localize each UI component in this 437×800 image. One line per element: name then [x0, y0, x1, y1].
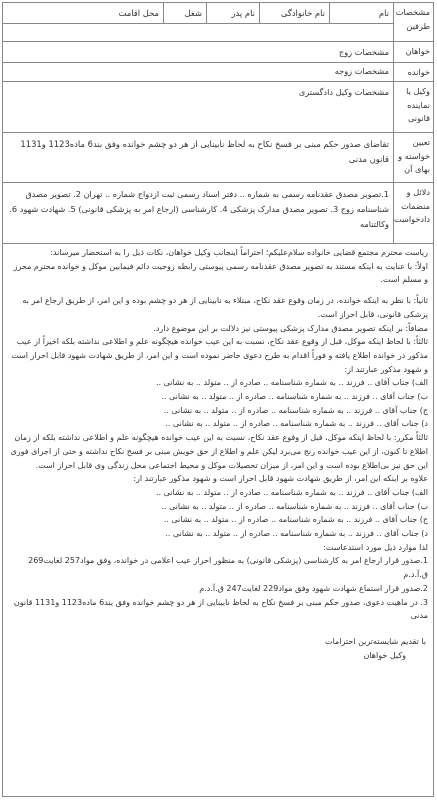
- parties-label: مشخصات طرفین: [393, 3, 433, 41]
- witness-item: الف) جناب آقای .. فرزند .. به شماره شناسنامه .. صادره از .. متولد .. به نشانی ..: [155, 487, 428, 497]
- lawyer-value: مشخصات وکیل دادگستری: [298, 87, 389, 97]
- parties-header-row: [3, 3, 433, 42]
- request-item: 1.صدور قرار ارجاع امر به کارشناسی (پزشکی قانونی) به منظور احراز عیب اعلامی در خوانده، وفق مواد257 لغایت269 ق.آ.د.م: [28, 556, 428, 580]
- col-father: نام پدر: [206, 3, 259, 23]
- point-additionally: مضافاً: بر اینکه تصویر مصدق مدارک پزشکی پیوستی نیز دلالت بر این موضوع دارد.: [153, 323, 428, 333]
- evidence-label: دلائل و منضمات دادخواست: [393, 183, 433, 243]
- evidence-row: [3, 183, 433, 244]
- request-item: 2.صدور قرار استماع شهادت شهود وفق مواد229 لغایت247 ق.آ.د.م: [199, 583, 428, 593]
- witness-item: د) جناب آقای .. فرزند .. به شماره شناسنامه .. صادره از .. متولد .. به نشانی ..: [165, 529, 428, 539]
- claim-label: تعیین خواسته و بهای آن: [393, 133, 433, 182]
- witness-item: الف) جناب آقای .. فرزند .. به شماره شناسنامه .. صادره از .. متولد .. به نشانی ..: [155, 378, 428, 388]
- point-second: ثانیاً: با نظر به اینکه خوانده، در زمان وقوع عقد نکاح، مبتلاء به نابینایی از هر دو چشم بوده و این امر، از طریق ارجاع امر به پزشکی قانونی، قابل احراز است.: [22, 296, 428, 319]
- witness-intro: علاوه بر اینکه این امر، از طریق شهادت شهود قابل احراز است و شهود مذکور عبارتند از:: [133, 474, 428, 484]
- point-third-repeat: ثالثاً مکرر: با لحاظ اینکه موکل، قبل از وقوع عقد نکاح، نسبت به این عیب خوانده هیچگونه علم و اطلاعی نداشته بلکه از زمان اطلاع تا کنون، از این عیب خوانده رنج می‌برد لیکن علم و اطلاع از حق خویش مبنی بر فسخ نکاح نداشته و حتی از اجرای فوری این حق نیز بی‌اطلاع بوده است و این امر، از میزان تحصیلات موکل و محیط اجتماعی محل زندگی وی قابل احراز است.: [10, 433, 428, 470]
- signature-line: وکیل خواهان: [363, 650, 406, 660]
- requests-intro: لذا موارد ذیل مورد استدعاست:: [323, 542, 428, 552]
- col-address: محل اقامت: [118, 8, 159, 18]
- petition-body: [3, 244, 433, 796]
- salutation: ریاست محترم مجتمع قضایی خانواده سلام‌علیکم؛ احتراماً اینجانب وکیل خواهان، نکات ذیل را به استحضار میرساند:: [50, 248, 428, 257]
- col-family: نام خانوادگی: [259, 3, 329, 23]
- header-divider: [3, 23, 393, 24]
- closing-line: با تقدیم شایسته‌ترین احترامات: [325, 636, 426, 646]
- witness-item: ج) جناب آقای .. فرزند .. به شماره شناسنامه .. صادره از .. متولد .. به نشانی ..: [163, 405, 428, 415]
- lawyer-row: [3, 82, 433, 133]
- point-first: اولاً: با عنایت به اینکه مستند به تصویر مصدق عقدنامه رسمی پیوستی رابطه زوجیت دائم فیمابین موکل و خوانده محترم محرز و مسلم است.: [13, 261, 428, 285]
- witness-item: د) جناب آقای .. فرزند .. به شماره شناسنامه .. صادره از .. متولد .. به نشانی ..: [165, 419, 428, 429]
- col-name: نام: [329, 3, 393, 23]
- request-item: 3. در ماهیت دعوی، صدور حکم مبنی بر فسخ نکاح به لحاظ نابینایی از هر دو چشم خوانده وفق بند6 ماده1123 و1131 قانون مدنی: [13, 597, 428, 621]
- plaintiff-value: مشخصات زوج: [338, 47, 389, 57]
- parties-header-cells: [3, 3, 393, 23]
- defendant-label: خوانده: [393, 63, 433, 81]
- witness-item: ب) جناب آقای .. فرزند .. به شماره شناسنامه .. صادره از .. متولد .. به نشانی ..: [161, 501, 428, 511]
- petition-form: [2, 2, 434, 797]
- witness-item: ب) جناب آقای .. فرزند .. به شماره شناسنامه .. صادره از .. متولد .. به نشانی ..: [161, 392, 428, 402]
- witness-item: ج) جناب آقای .. فرزند .. به شماره شناسنامه .. صادره از .. متولد .. به نشانی ..: [163, 515, 428, 525]
- defendant-row: [3, 63, 433, 82]
- col-job: شغل: [163, 3, 206, 23]
- evidence-value: 1.تصویر مصدق عقدنامه رسمی به شماره .. دفتر اسناد رسمی ثبت ازدواج شماره .. تهران 2. تصویر مصدق شناسنامه زوج 3. تصویر مصدق مدارک پزشکی 4. کارشناسی (ارجاع امر به پزشکی قانونی) 5. شهادت شهود 6. وکالتنامه: [9, 189, 389, 229]
- defendant-value: مشخصات زوجه: [334, 66, 389, 76]
- plaintiff-label: خواهان: [393, 42, 433, 62]
- plaintiff-row: [3, 42, 433, 63]
- claim-value: تقاضای صدور حکم مبنی بر فسخ نکاح به لحاظ نابینایی از هر دو چشم خوانده وفق بند6 ماده1123 و1131 قانون مدنی: [20, 139, 389, 164]
- point-third: ثالثاً: با لحاظ اینکه موکل، قبل از وقوع عقد نکاح، نسبت به این عیب خوانده هیچگونه علم و اطلاعی نداشته بلکه اخیراً از عیب مذکور در خوانده اطلاع یافته و فوراً اقدام به طرح دعوی حاضر نموده است و این امر، از طریق شهادت شهود قابل احراز است و شهود مذکور عبارتند از:: [11, 337, 428, 374]
- claim-row: [3, 133, 433, 183]
- lawyer-label: وکیل یا نماینده قانونی: [393, 82, 433, 132]
